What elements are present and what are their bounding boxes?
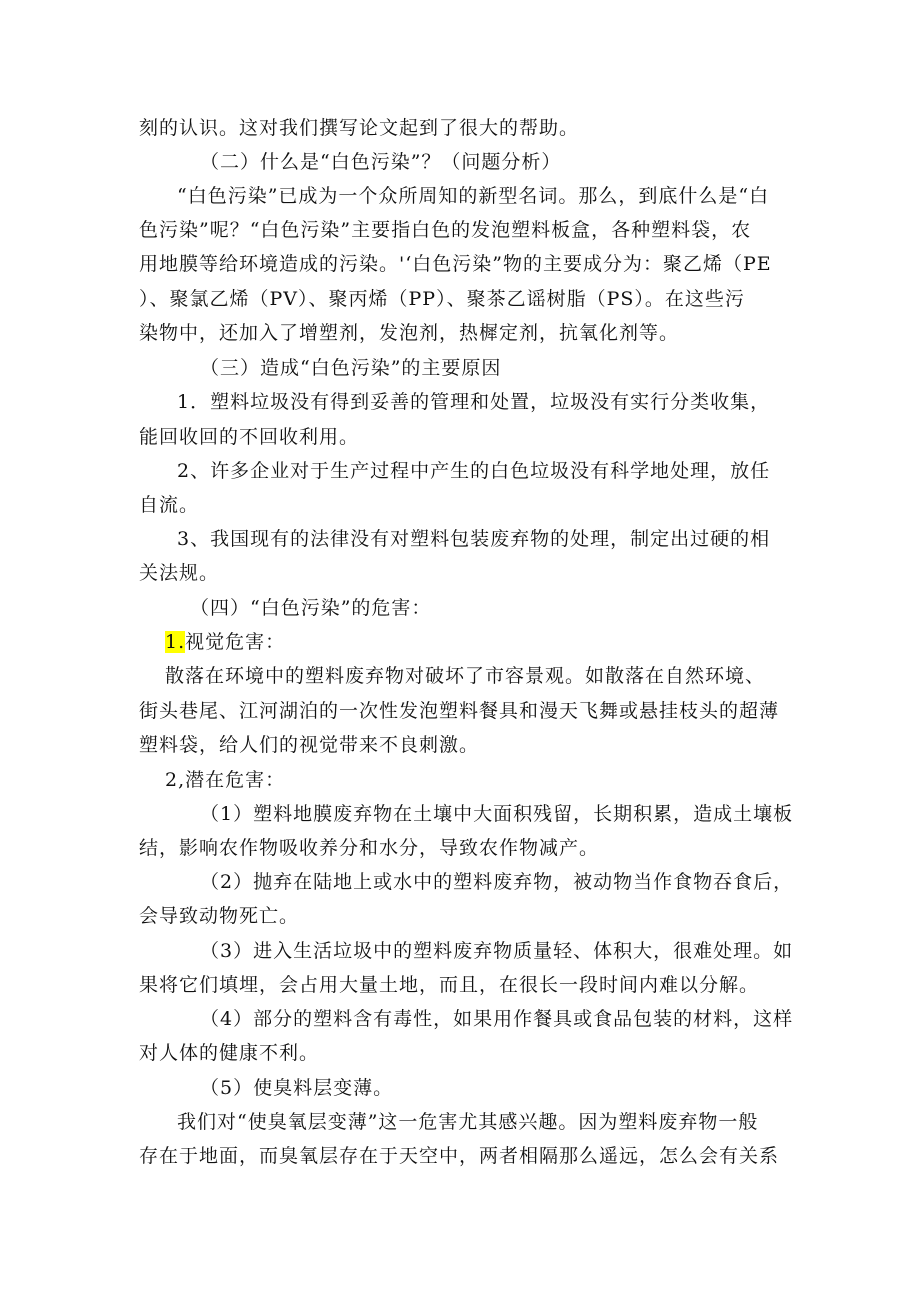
text-line: 结，影响农作物吸收养分和水分，导致农作物减产。 bbox=[139, 837, 600, 859]
text-line: 存在于地面，而臭氧层存在于天空中，两者相隔那么遥远，怎么会有关系 bbox=[139, 1145, 780, 1167]
section-heading-2: （二）什么是“白色污染”？（问题分析） bbox=[200, 151, 562, 173]
text-line: 视觉危害： bbox=[185, 631, 286, 653]
text-line: 对人体的健康不利。 bbox=[139, 1042, 320, 1064]
text-line: （3）进入生活垃圾中的塑料废弃物质量轻、体积大，很难处理。如 bbox=[200, 940, 794, 962]
text-line: “白色污染”已成为一个众所周知的新型名词。那么，到底什么是“白 bbox=[177, 185, 770, 207]
list-item-visual-harm bbox=[165, 624, 920, 660]
text-line: 刻的认识。这对我们撰写论文起到了很大的帮助。 bbox=[139, 117, 580, 139]
text-line: （1）塑料地膜废弃物在土壤中大面积残留，长期积累，造成土壤板 bbox=[200, 803, 794, 825]
text-line: 染物中，还加入了增塑剂，发泡剂，热樨定剂，抗氧化剂等。 bbox=[139, 322, 680, 344]
text-line: 塑料袋，给人们的视觉带来不良刺激。 bbox=[139, 734, 480, 756]
text-line: 色污染”呢？“白色污染”主要指白色的发泡塑料板盒，各种塑料袋，农 bbox=[139, 219, 752, 241]
text-line: ）、聚氯乙烯（PV）、聚丙烯（PP）、聚茶乙谣树脂（PS）。在这些污 bbox=[139, 288, 745, 310]
text-line: 2、许多企业对于生产过程中产生的白色垃圾没有科学地处理，放任 bbox=[177, 460, 771, 482]
text-line: 关法规。 bbox=[139, 562, 220, 584]
text-line: 能回收回的不回收利用。 bbox=[139, 426, 360, 448]
text-line: 散落在环境中的塑料废弃物对破坏了市容景观。如散落在自然环境、 bbox=[165, 665, 766, 687]
section-heading-3: （三）造成“白色污染”的主要原因 bbox=[200, 357, 502, 379]
text-line: （2）抛弃在陆地上或水中的塑料废弃物，被动物当作食物吞食后， bbox=[200, 871, 794, 893]
text-line: 街头巷尾、江河湖泊的一次性发泡塑料餐具和漫天飞舞或悬挂枝头的超薄 bbox=[139, 700, 780, 722]
text-line: 3、我国现有的法律没有对塑料包装废弃物的处理，制定出过硬的相 bbox=[177, 528, 771, 550]
text-line: 会导致动物死亡。 bbox=[139, 905, 300, 927]
section-heading-4: （四）“白色污染”的危害： bbox=[190, 597, 432, 619]
text-line: 1．塑料垃圾没有得到妥善的管理和处置，垃圾没有实行分类收集， bbox=[177, 391, 771, 413]
text-line: （4）部分的塑料含有毒性，如果用作餐具或食品包装的材料，这样 bbox=[200, 1008, 794, 1030]
text-line: 果将它们填埋，会占用大量土地，而且，在很长一段时间内难以分解。 bbox=[139, 974, 760, 996]
text-line: 我们对“使臭氧层变薄”这一危害尤其感兴趣。因为塑料废弃物一般 bbox=[177, 1111, 759, 1133]
text-line: 用地膜等给环境造成的污染。'‘白色污染”物的主要成分为：聚乙烯（PE bbox=[139, 253, 772, 275]
highlighted-list-number: 1. bbox=[165, 631, 186, 653]
text-line: 自流。 bbox=[139, 494, 200, 516]
text-line: （5）使臭料层变薄。 bbox=[200, 1077, 394, 1099]
text-line: 2,潜在危害： bbox=[165, 769, 286, 791]
